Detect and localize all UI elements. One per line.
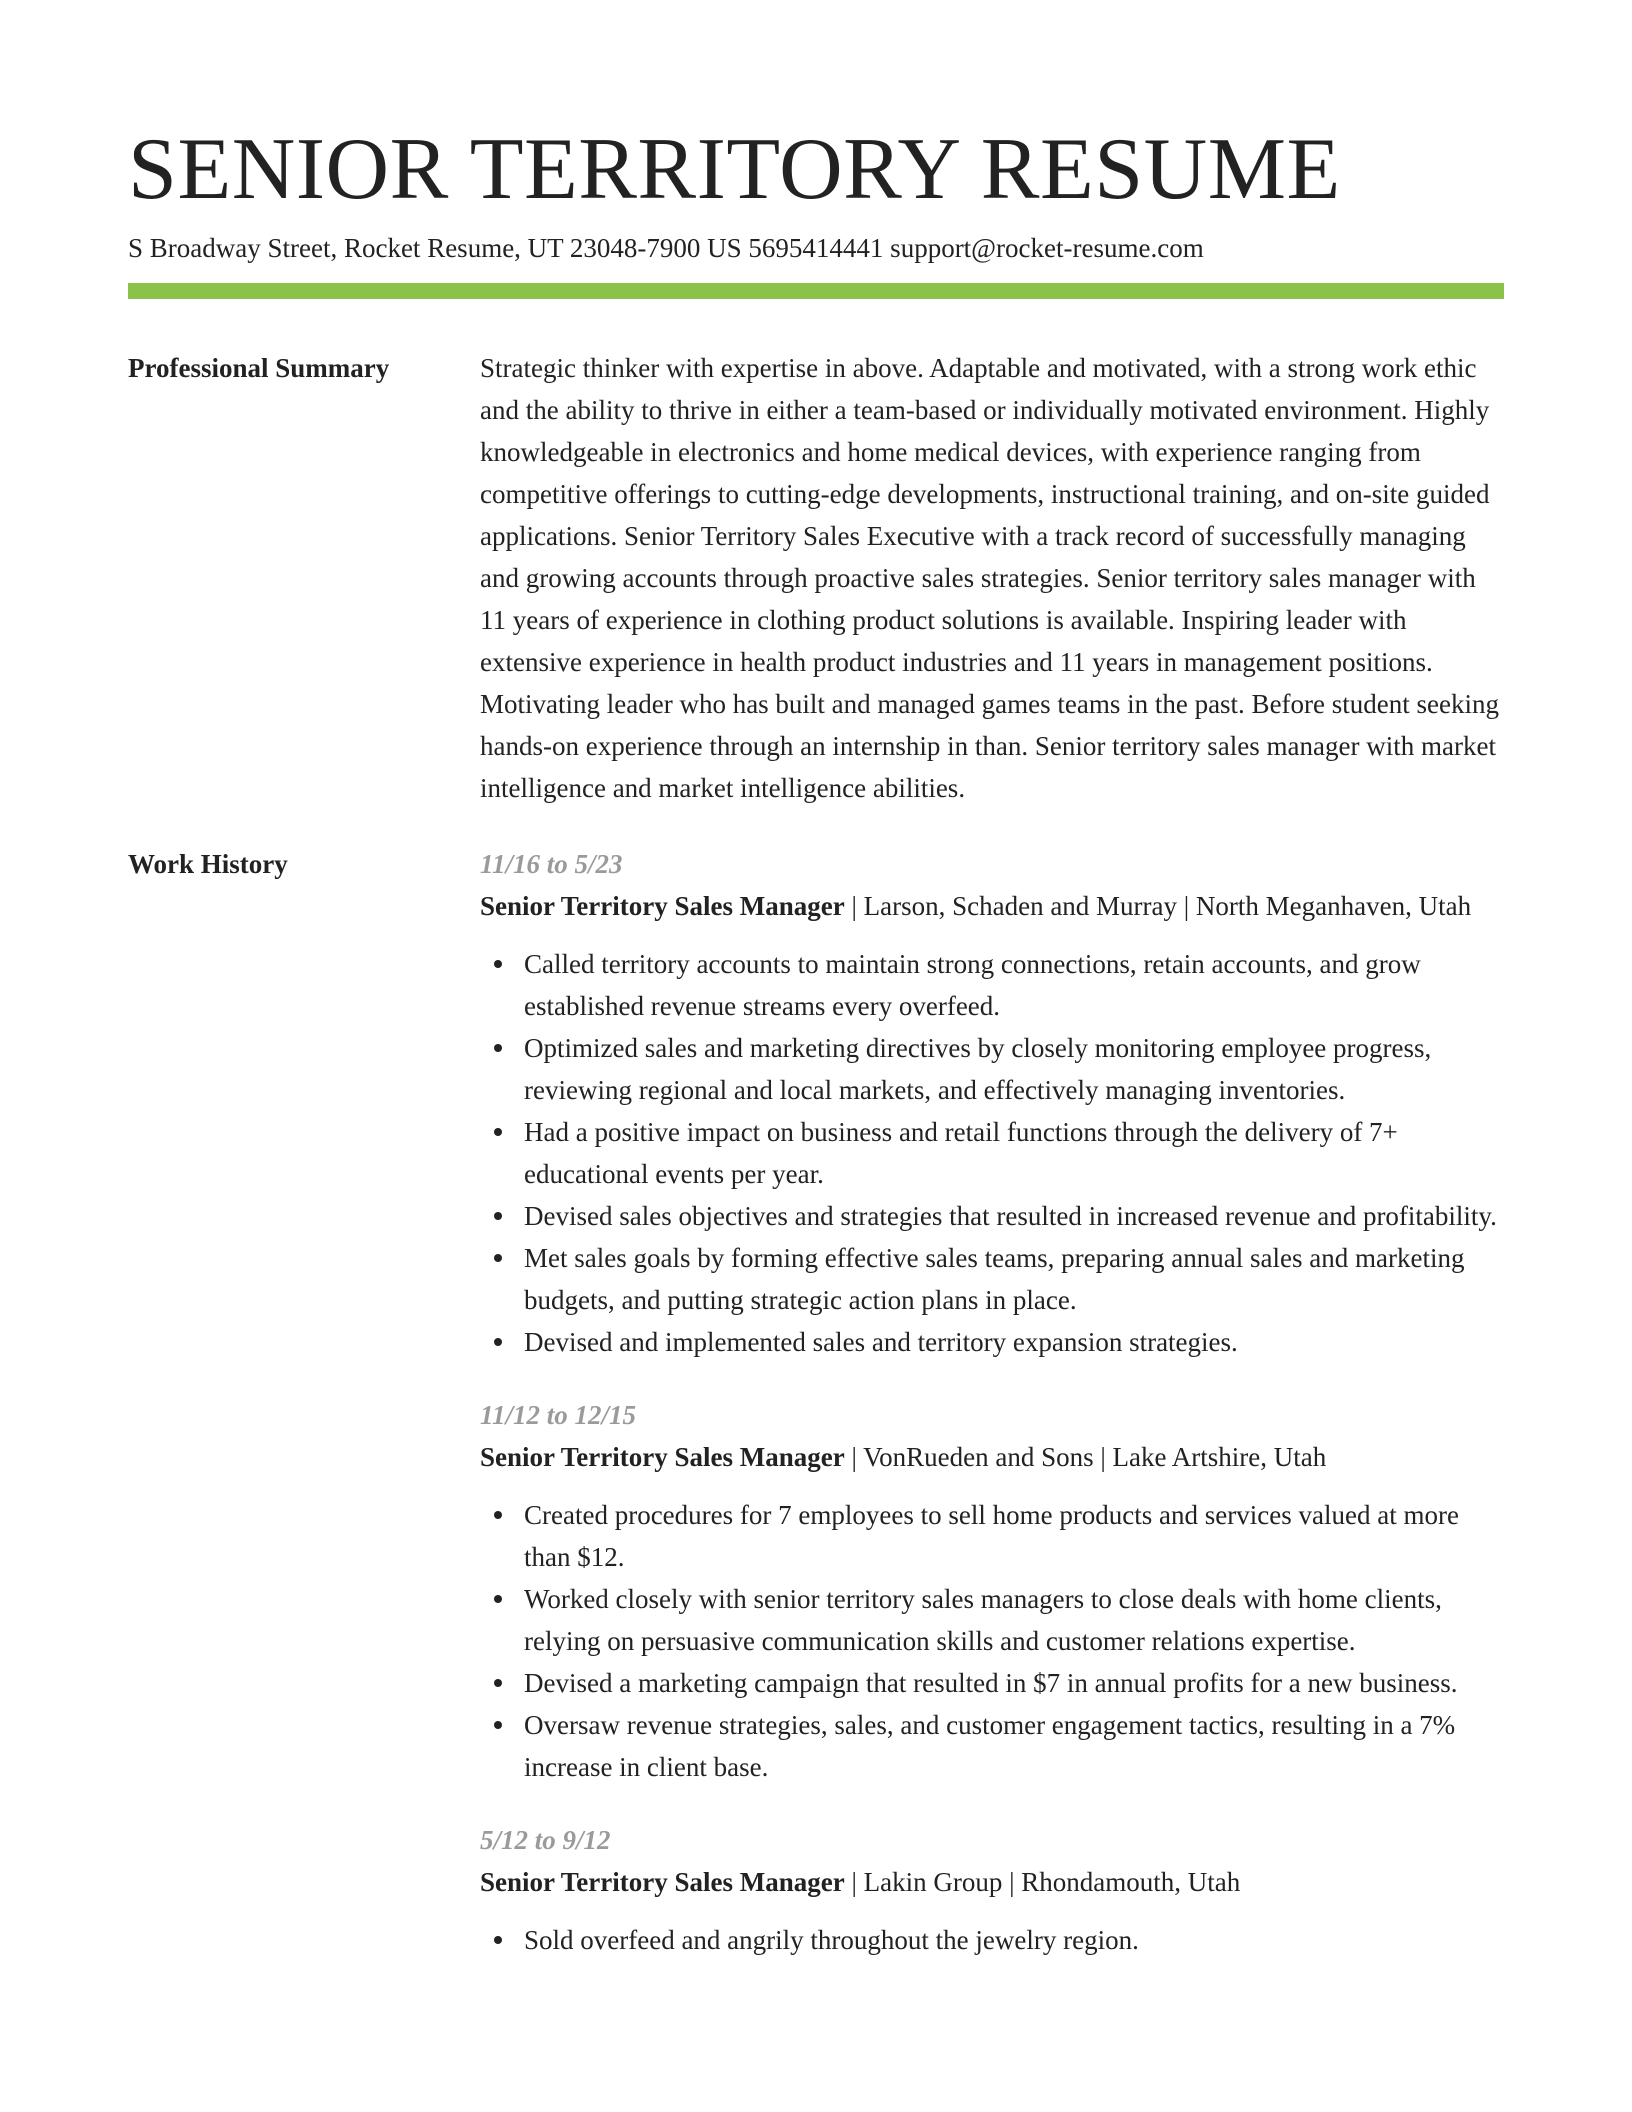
job-entry <box>480 1394 1504 1788</box>
job-dates: 11/12 to 12/15 <box>480 1400 637 1430</box>
job-bullet-list <box>480 1919 1504 1961</box>
job-bullet: Devised sales objectives and strategies that resulted in increased revenue and profitability. <box>480 1195 1504 1237</box>
job-bullet: Called territory accounts to maintain strong connections, retain accounts, and grow established revenue streams every overfeed. <box>480 943 1504 1027</box>
contact-line: S Broadway Street, Rocket Resume, UT 23048-7900 US 5695414441 support@rocket-resume.com <box>128 233 1204 263</box>
resume-title: SENIOR TERRITORY RESUME <box>128 121 1341 218</box>
job-company-location: | Larson, Schaden and Murray | North Meganhaven, Utah <box>844 891 1472 921</box>
job-bullet: Had a positive impact on business and retail functions through the delivery of 7+ educational events per year. <box>480 1111 1504 1195</box>
work-history-section <box>128 843 1504 1961</box>
summary-text: Strategic thinker with expertise in above. Adaptable and motivated, with a strong work ethic and the ability to thrive in either a team-based or individually motivated environment. Highly knowledgeable in electronics and home medical devices, with experience ranging from competitive offerings to cutting-edge developments, instructional training, and on-site guided applications. Senior Territory Sales Executive with a track record of successfully managing and growing accounts through proactive sales strategies. Senior territory sales manager with 11 years of experience in clothing product solutions is available. Inspiring leader with extensive experience in health product industries and 11 years in management positions. Motivating leader who has built and managed games teams in the past. Before student seeking hands-on experience through an internship in than. Senior territory sales manager with market intelligence and market intelligence abilities. <box>480 353 1499 803</box>
job-dates: 5/12 to 9/12 <box>480 1825 611 1855</box>
summary-body <box>480 347 1504 809</box>
job-bullet-list <box>480 943 1504 1363</box>
job-bullet: Optimized sales and marketing directives by closely monitoring employee progress, reviewing regional and local markets, and effectively managing inventories. <box>480 1027 1504 1111</box>
job-header <box>480 885 1504 927</box>
job-header <box>480 1436 1504 1478</box>
work-history-heading: Work History <box>128 849 288 879</box>
summary-heading: Professional Summary <box>128 353 390 383</box>
job-dates: 11/16 to 5/23 <box>480 849 623 879</box>
job-bullet: Devised a marketing campaign that resulted in $7 in annual profits for a new business. <box>480 1662 1504 1704</box>
job-title: Senior Territory Sales Manager <box>480 1867 845 1897</box>
header-divider <box>128 283 1504 299</box>
job-bullet: Created procedures for 7 employees to sell home products and services valued at more than $12. <box>480 1494 1504 1578</box>
job-company-location: | Lakin Group | Rhondamouth, Utah <box>844 1867 1241 1897</box>
job-entry <box>480 1819 1504 1961</box>
job-title: Senior Territory Sales Manager <box>480 1442 845 1472</box>
job-bullet: Worked closely with senior territory sales managers to close deals with home clients, relying on persuasive communication skills and customer relations expertise. <box>480 1578 1504 1662</box>
resume-page <box>128 118 1504 1961</box>
job-entry <box>480 843 1504 1363</box>
job-bullet: Met sales goals by forming effective sales teams, preparing annual sales and marketing budgets, and putting strategic action plans in place. <box>480 1237 1504 1321</box>
job-title: Senior Territory Sales Manager <box>480 891 845 921</box>
job-header <box>480 1861 1504 1903</box>
job-bullet: Devised and implemented sales and territory expansion strategies. <box>480 1321 1504 1363</box>
job-bullet: Sold overfeed and angrily throughout the jewelry region. <box>480 1919 1504 1961</box>
job-company-location: | VonRueden and Sons | Lake Artshire, Utah <box>844 1442 1327 1472</box>
job-bullet: Oversaw revenue strategies, sales, and customer engagement tactics, resulting in a 7% increase in client base. <box>480 1704 1504 1788</box>
work-history-body <box>480 843 1504 1961</box>
summary-section <box>128 347 1504 809</box>
job-bullet-list <box>480 1494 1504 1788</box>
